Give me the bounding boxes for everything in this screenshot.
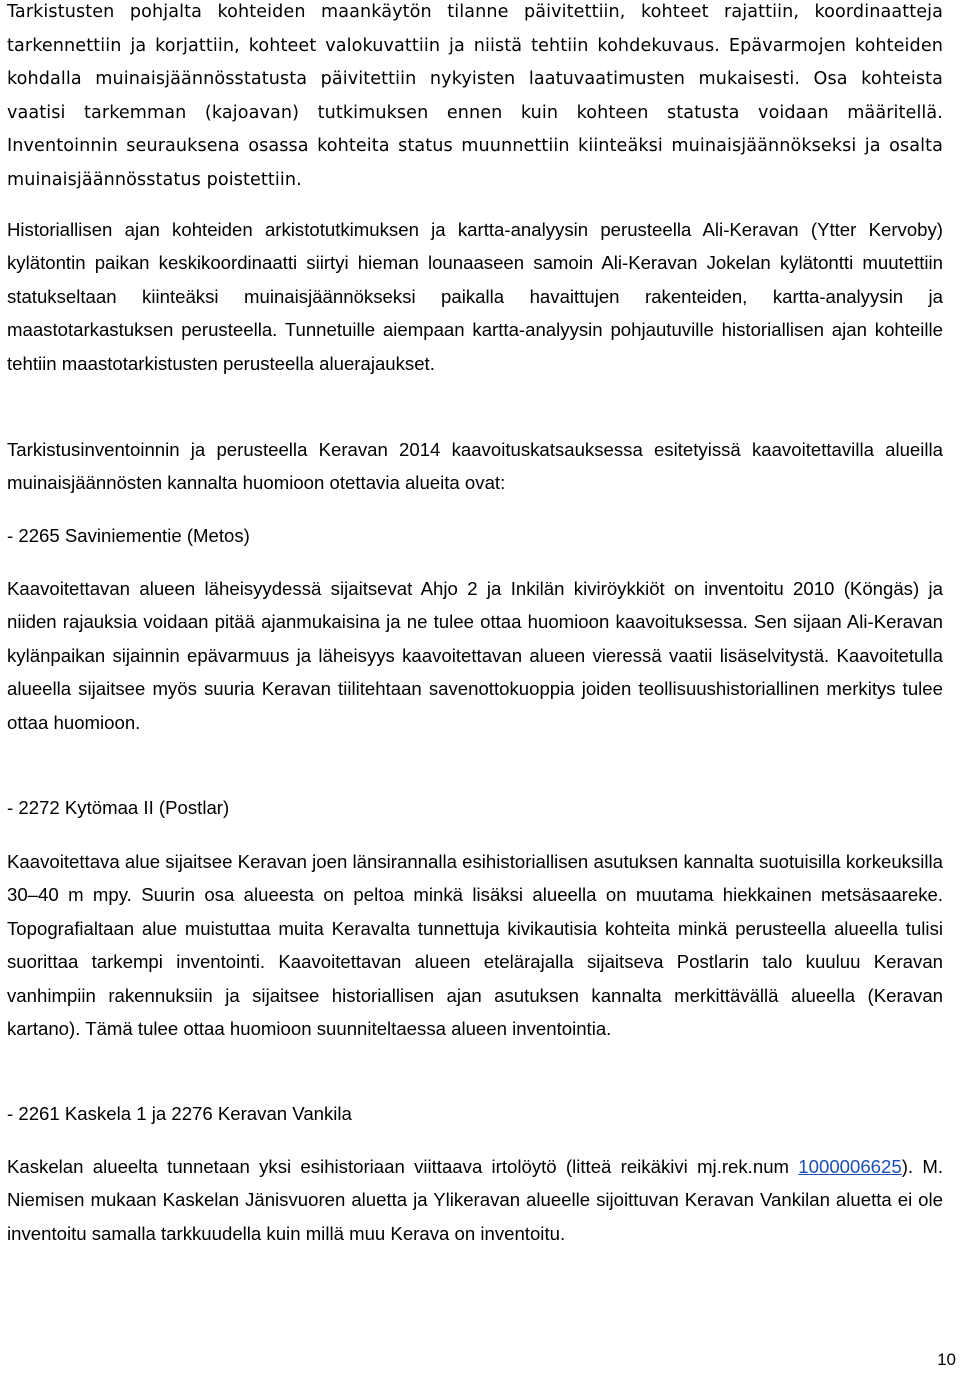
paragraph-planning-areas-intro: Tarkistusinventoinnin ja perusteella Keravan 2014 kaavoituskatsauksessa esitetyissä kaavoitettavilla alueilla muinaisjäännösten kannalta huomioon otettavia alueita ovat: [7, 439, 943, 494]
paragraph-inventory-summary: Tarkistusten pohjalta kohteiden maankäytön tilanne päivitettiin, kohteet rajattiin, koordinaatteja tarkennettiin ja korjattiin, kohteet valokuvattiin ja niistä tehtiin kohdekuvaus. Epävarmojen kohteiden kohdalla muinaisjäännösstatusta päivitettiin nykyisten laatuvaatimusten mukaisesti. Osa kohteista vaatisi tarkemman (kajoavan) tutkimuksen ennen kuin kohteen statusta voidaan määritellä. Inventoinnin seurauksena osassa kohteita status muunnettiin kiinteäksi muinaisjäännökseksi ja osalta muinaisjäännösstatus poistettiin. [7, 2, 943, 190]
register-number-link[interactable]: 1000006625 [798, 1156, 902, 1177]
heading-kaskela: - 2261 Kaskela 1 ja 2276 Keravan Vankila [7, 1103, 352, 1124]
paragraph-historical-sites: Historiallisen ajan kohteiden arkistotutkimuksen ja kartta-analyysin perusteella Ali-Keravan (Ytter Kervoby) kylätontin paikan keskikoordinaatti siirtyi hieman lounaaseen samoin Ali-Keravan Jokelan kylätontti muutettiin statukseltaan kiinteäksi muinaisjäännökseksi paikalla havaittujen rakenteiden, kartta-analyysin ja maastotarkastuksen perusteella. Tunnetuille aiempaan kartta-analyysin pohjautuville historiallisen ajan kohteille tehtiin maastotarkistusten perusteella aluerajaukset. [7, 219, 943, 374]
paragraph-kytomaa: Kaavoitettava alue sijaitsee Keravan joen länsirannalla esihistoriallisen asutuksen kannalta suotuisilla korkeuksilla 30–40 m mpy. Suurin osa alueesta on peltoa minkä lisäksi alueella on muutama hiekkainen metsäsaareke. Topografialtaan alue muistuttaa muita Keravalta tunnettuja kivikautisia kohteita minkä perusteella alueella tulisi suorittaa tarkempi inventointi. Kaavoitettavan alueen etelärajalla sijaitseva Postlarin talo kuuluu Keravan vanhimpiin rakennuksiin ja sijaitsee historiallisen ajan asutuksen kannalta merkittävällä alueella (Keravan kartano). Tämä tulee ottaa huomioon suunniteltaessa alueen inventointia. [7, 851, 943, 1040]
paragraph-saviniementie: Kaavoitettavan alueen läheisyydessä sijaitsevat Ahjo 2 ja Inkilän kiviröykkiöt on inventoitu 2010 (Köngäs) ja niiden rajauksia voidaan pitää ajanmukaisina ja ne tulee ottaa huomioon kaavoituksessa. Sen sijaan Ali-Keravan kylänpaikan sijainnin epävarmuus ja läheisyys kaavoitettavan alueen vieressä vaatii lisäselvitystä. Kaavoitetulla alueella sijaitsee myös suuria Keravan tiilitehtaan savenottokuoppia joiden teollisuushistoriallinen merkitys tulee ottaa huomioon. [7, 578, 943, 733]
heading-kytomaa: - 2272 Kytömaa II (Postlar) [7, 797, 230, 818]
paragraph-kaskela-text-end: ). M. Niemisen mukaan Kaskelan Jänisvuoren aluetta ja Ylikeravan alueelle sijoittuvan Keravan Vankilan aluetta ei ole inventoitu samalla tarkkuudella kuin millä muu Kerava on inventoitu. [7, 1156, 943, 1244]
paragraph-kaskela [7, 1150, 943, 1250]
page-number: 10 [937, 1350, 956, 1369]
paragraph-kaskela-text-start: Kaskelan alueelta tunnetaan yksi esihistoriaan viittaava irtolöytö (litteä reikäkivi mj.rek.num [7, 1156, 799, 1177]
heading-saviniementie: - 2265 Saviniementie (Metos) [7, 525, 250, 546]
